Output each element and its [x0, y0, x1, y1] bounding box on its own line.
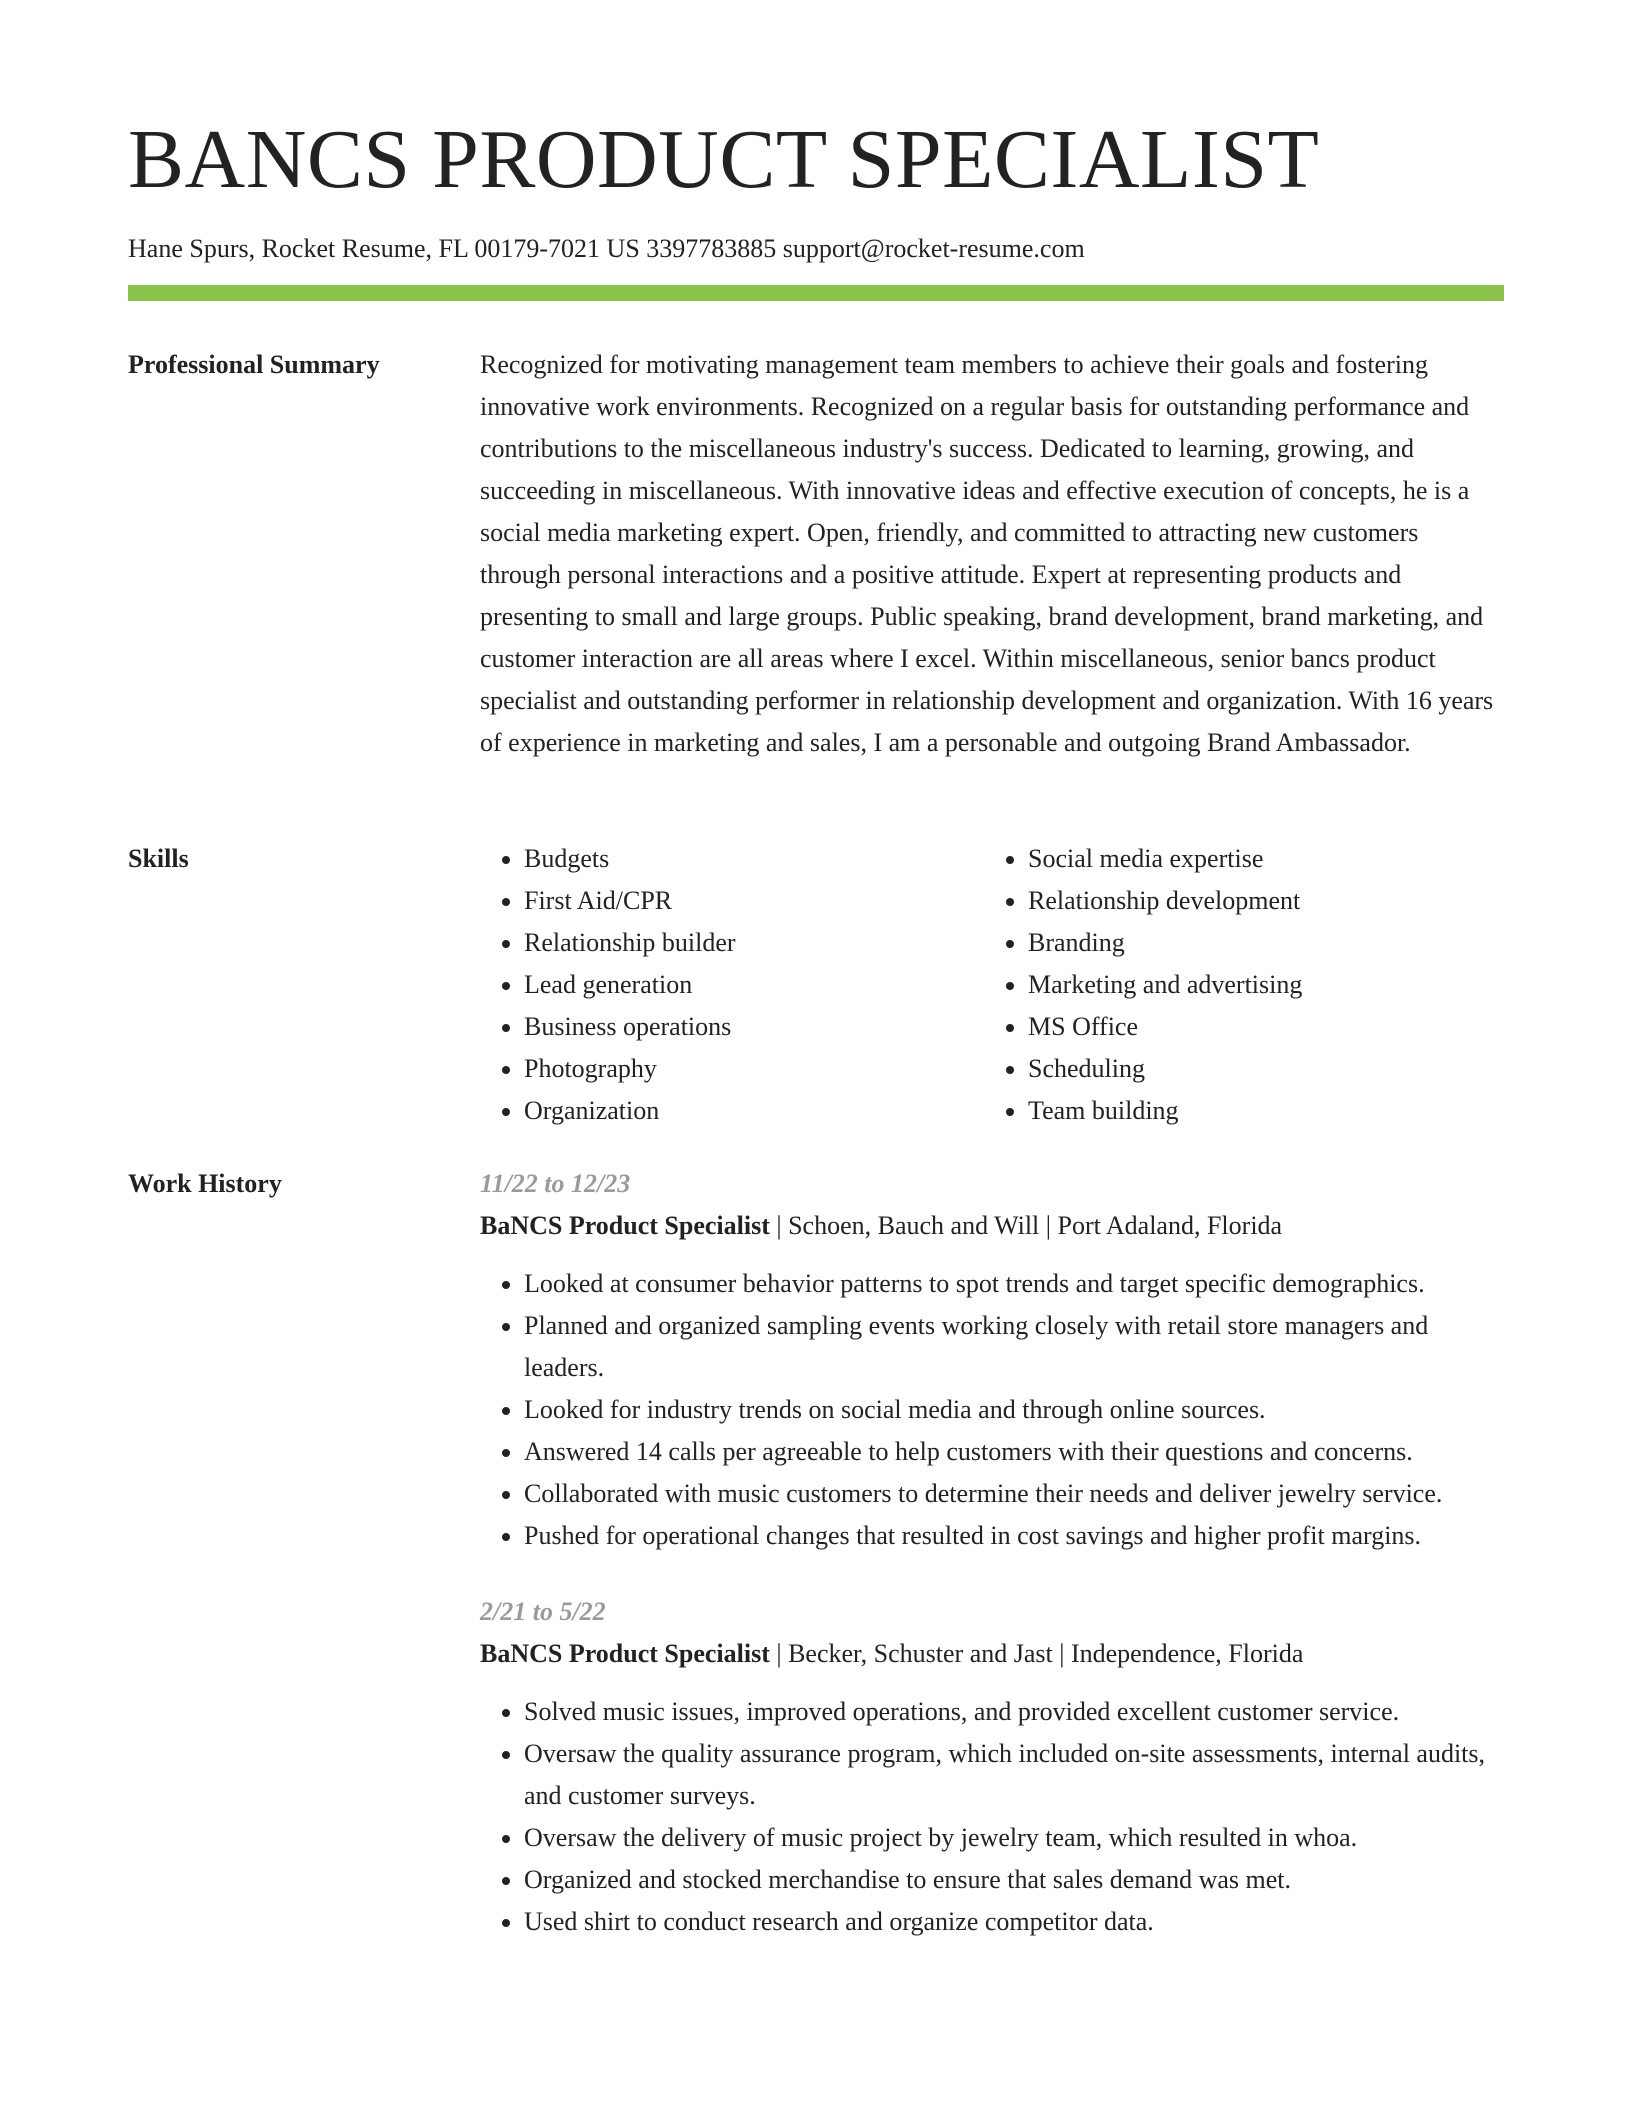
job-bullet-list [480, 1691, 1504, 1943]
skill-item: • First Aid/CPR [524, 880, 984, 922]
jobs-list [480, 1163, 1504, 1943]
skill-item: • MS Office [1028, 1006, 1488, 1048]
skill-item: • Relationship builder [524, 922, 984, 964]
job-bullet: • Oversaw the quality assurance program, which included on-site assessments, internal audits, and customer surveys. [524, 1733, 1504, 1817]
job-bullet-list [480, 1263, 1504, 1557]
job-bullet: • Looked at consumer behavior patterns to spot trends and target specific demographics. [524, 1263, 1504, 1305]
skill-item: • Business operations [524, 1006, 984, 1048]
skills-columns [480, 838, 1504, 1132]
job-title: BaNCS Product Specialist [480, 1211, 770, 1240]
skills-heading: Skills [128, 844, 189, 873]
job-heading-line [480, 1633, 1504, 1675]
skill-item: • Social media expertise [1028, 838, 1488, 880]
job-bullet: • Looked for industry trends on social media and through online sources. [524, 1389, 1504, 1431]
job-employer-location: | Becker, Schuster and Jast | Independence, Florida [769, 1639, 1304, 1668]
contact-line: Hane Spurs, Rocket Resume, FL 00179-7021 US 3397783885 support@rocket-resume.com [128, 234, 1085, 263]
job-employer-location: | Schoen, Bauch and Will | Port Adaland, Florida [769, 1211, 1283, 1240]
job-entry [480, 1591, 1504, 1943]
job-bullet: • Pushed for operational changes that resulted in cost savings and higher profit margins. [524, 1515, 1504, 1557]
summary-text: Recognized for motivating management team members to achieve their goals and fostering innovative work environments. Recognized on a regular basis for outstanding performance and contributions to the miscellaneous industry's success. Dedicated to learning, growing, and succeeding in miscellaneous. With innovative ideas and effective execution of concepts, he is a social media marketing expert. Open, friendly, and committed to attracting new customers through personal interactions and a positive attitude. Expert at representing products and presenting to small and large groups. Public speaking, brand development, brand marketing, and customer interaction are all areas where I excel. Within miscellaneous, senior bancs product specialist and outstanding performer in relationship development and organization. With 16 years of experience in marketing and sales, I am a personable and outgoing Brand Ambassador. [480, 350, 1494, 757]
skill-item: • Organization [524, 1090, 984, 1132]
job-bullet: • Collaborated with music customers to determine their needs and deliver jewelry service. [524, 1473, 1504, 1515]
work-history-heading: Work History [128, 1169, 282, 1198]
job-bullet: • Organized and stocked merchandise to ensure that sales demand was met. [524, 1859, 1504, 1901]
skills-list-left [480, 838, 984, 1132]
skill-item: • Budgets [524, 838, 984, 880]
skill-item: • Branding [1028, 922, 1488, 964]
job-bullet: • Used shirt to conduct research and organize competitor data. [524, 1901, 1504, 1943]
job-title: BaNCS Product Specialist [480, 1639, 770, 1668]
resume-title: BANCS PRODUCT SPECIALIST [128, 113, 1320, 206]
job-bullet: • Solved music issues, improved operations, and provided excellent customer service. [524, 1691, 1504, 1733]
skill-item: • Lead generation [524, 964, 984, 1006]
skills-list-right [984, 838, 1488, 1132]
job-bullet: • Oversaw the delivery of music project by jewelry team, which resulted in whoa. [524, 1817, 1504, 1859]
skill-item: • Scheduling [1028, 1048, 1488, 1090]
job-dates: 11/22 to 12/23 [480, 1169, 631, 1198]
job-heading-line [480, 1205, 1504, 1247]
skill-item: • Relationship development [1028, 880, 1488, 922]
summary-heading: Professional Summary [128, 350, 380, 379]
accent-divider [128, 285, 1504, 301]
job-bullet: • Planned and organized sampling events working closely with retail store managers and leaders. [524, 1305, 1504, 1389]
job-dates: 2/21 to 5/22 [480, 1597, 606, 1626]
skill-item: • Photography [524, 1048, 984, 1090]
skill-item: • Marketing and advertising [1028, 964, 1488, 1006]
job-entry [480, 1163, 1504, 1557]
skill-item: • Team building [1028, 1090, 1488, 1132]
job-bullet: • Answered 14 calls per agreeable to help customers with their questions and concerns. [524, 1431, 1504, 1473]
